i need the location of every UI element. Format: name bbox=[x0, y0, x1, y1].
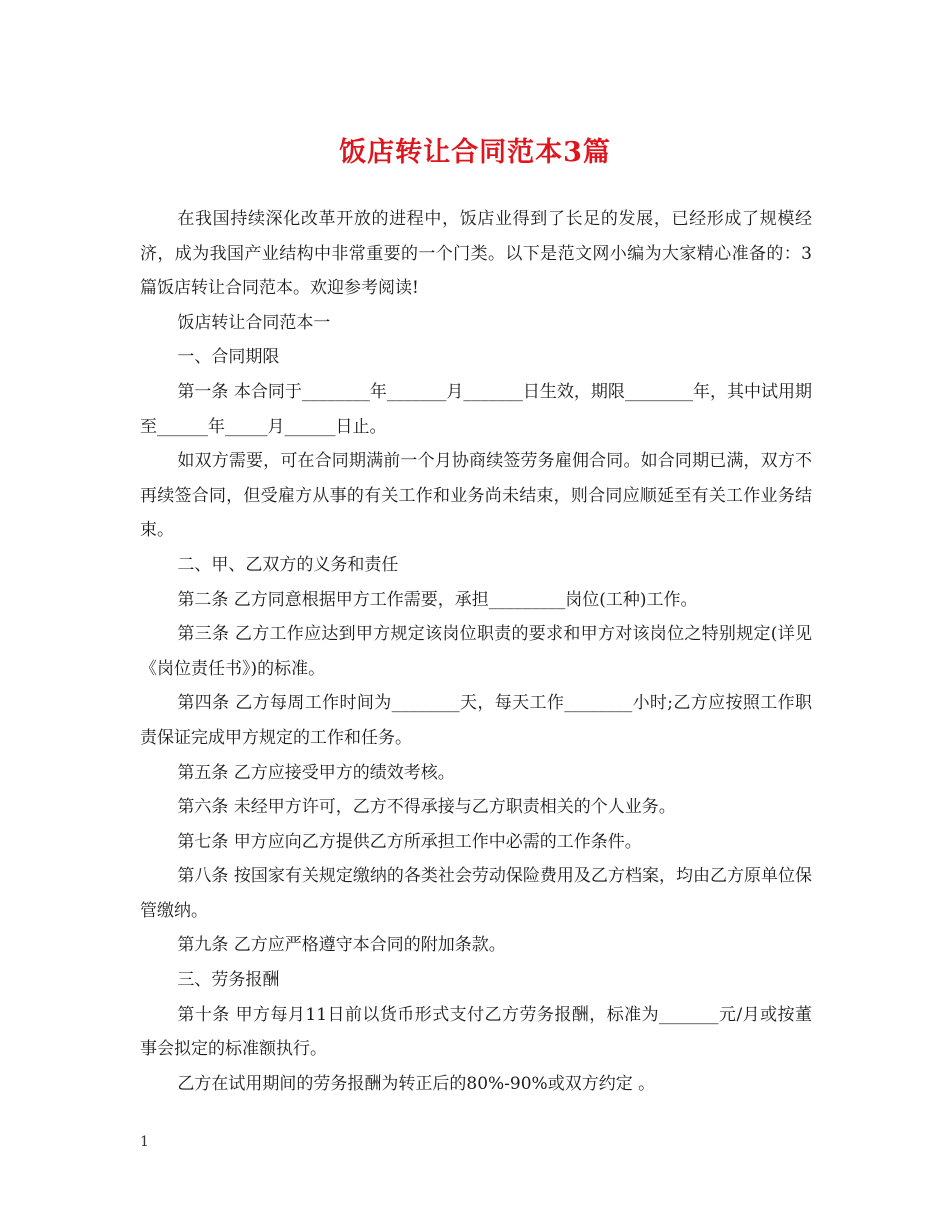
article-8: 第八条 按国家有关规定缴纳的各类社会劳动保险费用及乙方档案，均由乙方原单位保管缴纳。 bbox=[140, 866, 812, 921]
article-3: 第三条 乙方工作应达到甲方规定该岗位职责的要求和甲方对该岗位之特别规定(详见《岗位责任书》)的标准。 bbox=[140, 624, 812, 679]
section-heading-duties: 二、甲、乙双方的义务和责任 bbox=[177, 554, 399, 575]
article-6: 第六条 未经甲方许可，乙方不得承接与乙方职责相关的个人业务。 bbox=[177, 797, 676, 818]
section-heading-contract-one: 饭店转让合同范本一 bbox=[177, 312, 331, 333]
article-2: 第二条 乙方同意根据甲方工作需要，承担_________岗位(工种)工作。 bbox=[177, 589, 698, 610]
paragraph-renewal: 如双方需要，可在合同期满前一个月协商续签劳务雇佣合同。如合同期已满，双方不再续签合同，但受雇方从事的有关工作和业务尚未结束，则合同应顺延至有关工作业务结束。 bbox=[140, 451, 812, 541]
section-heading-remuneration: 三、劳务报酬 bbox=[177, 970, 280, 991]
article-5: 第五条 乙方应接受甲方的绩效考核。 bbox=[177, 762, 455, 783]
section-heading-term: 一、合同期限 bbox=[177, 347, 280, 368]
page-number: 1 bbox=[140, 1134, 149, 1150]
article-10: 第十条 甲方每月11日前以货币形式支付乙方劳务报酬，标准为_______元/月或按董事会拟定的标准额执行。 bbox=[140, 1004, 812, 1060]
article-4: 第四条 乙方每周工作时间为________天，每天工作________小时;乙方应按照工作职责保证完成甲方规定的工作和任务。 bbox=[140, 693, 812, 748]
paragraph-probation-pay: 乙方在试用期间的劳务报酬为转正后的80%-90%或双方约定 。 bbox=[177, 1073, 656, 1094]
document-body bbox=[140, 202, 812, 1101]
article-9: 第九条 乙方应严格遵守本合同的附加条款。 bbox=[177, 935, 506, 956]
article-1: 第一条 本合同于________年_______月_______日生效，期限________年，其中试用期至______年_____月______日止。 bbox=[140, 381, 812, 437]
document-title: 饭店转让合同范本3篇 bbox=[339, 137, 611, 168]
paragraph-intro: 在我国持续深化改革开放的进程中，饭店业得到了长足的发展，已经形成了规模经济，成为我国产业结构中非常重要的一个门类。以下是范文网小编为大家精心准备的：3篇饭店转让合同范本。欢迎参考阅读! bbox=[140, 209, 812, 299]
article-7: 第七条 甲方应向乙方提供乙方所承担工作中必需的工作条件。 bbox=[177, 831, 642, 852]
